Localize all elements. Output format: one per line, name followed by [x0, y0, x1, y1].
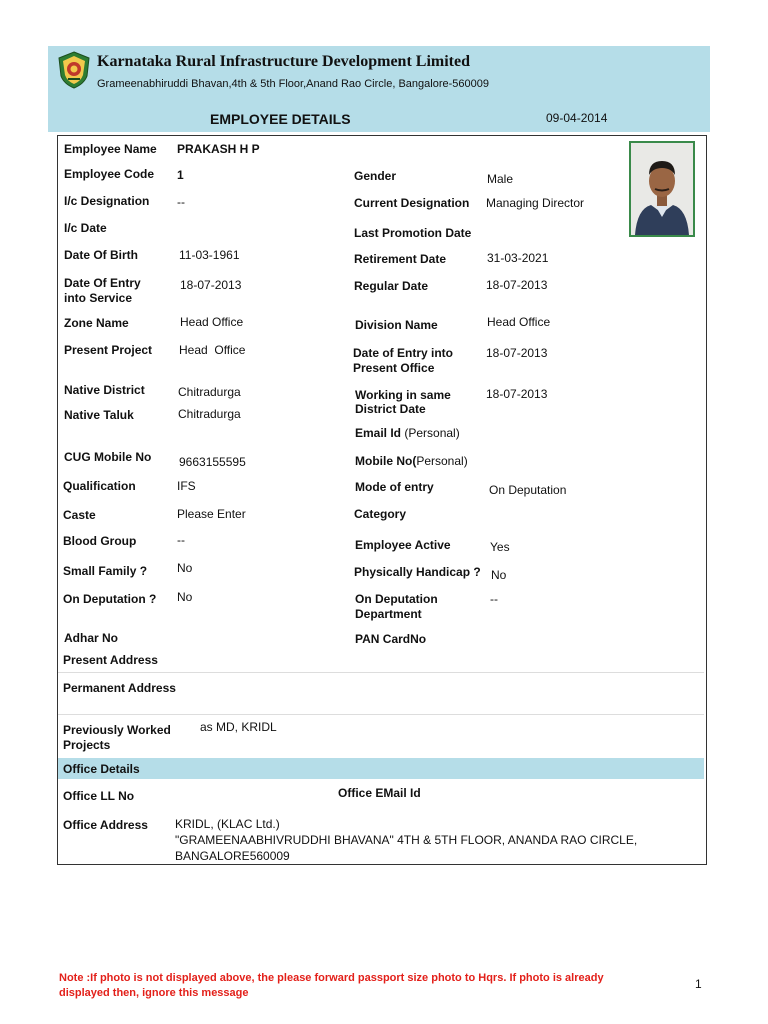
office-details-header [58, 758, 704, 779]
previous-projects-label-2: Projects [63, 738, 111, 752]
small-family-label: Small Family ? [63, 564, 148, 578]
email-personal-label-suffix: (Personal) [401, 426, 460, 440]
ic-date-label: I/c Date [64, 221, 107, 235]
on-deputation-department-value: -- [490, 592, 498, 606]
previous-projects-value: as MD, KRIDL [200, 720, 277, 734]
mobile-personal-label-main: Mobile No( [355, 454, 417, 468]
last-promotion-date-label: Last Promotion Date [354, 226, 472, 240]
page-number: 1 [695, 977, 702, 991]
present-address-label: Present Address [63, 653, 158, 667]
org-name: Karnataka Rural Infrastructure Development Limited [97, 53, 470, 70]
physically-handicap-value: No [491, 568, 507, 582]
mobile-personal-label-suffix: Personal) [416, 454, 468, 468]
working-same-district-label-2: District Date [355, 402, 426, 416]
date-entry-service-label-2: into Service [64, 291, 133, 305]
zone-name-value: Head Office [180, 315, 244, 329]
current-designation-value: Managing Director [486, 196, 585, 210]
divider [58, 714, 704, 715]
category-label: Category [354, 507, 407, 521]
date-entry-office-value: 18-07-2013 [486, 346, 548, 360]
zone-name-label: Zone Name [64, 316, 129, 330]
photo-note-line-1: Note :If photo is not displayed above, the please forward passport size photo to Hqrs. If photo is already [59, 972, 604, 984]
pan-card-label: PAN CardNo [355, 632, 427, 646]
qualification-label: Qualification [63, 479, 136, 493]
office-address-line-1: KRIDL, (KLAC Ltd.) [175, 817, 280, 831]
working-same-district-label-1: Working in same [355, 388, 451, 402]
employee-active-value: Yes [490, 540, 510, 554]
employee-name-label: Employee Name [64, 142, 157, 156]
divider [58, 672, 704, 673]
regular-date-value: 18-07-2013 [486, 278, 548, 292]
current-designation-label: Current Designation [354, 196, 470, 210]
employee-name-value: PRAKASH H P [177, 142, 260, 156]
retirement-date-value: 31-03-2021 [487, 251, 549, 265]
caste-value: Please Enter [177, 507, 246, 521]
division-name-label: Division Name [355, 318, 438, 332]
office-address-line-2: "GRAMEENAABHIVRUDDHI BHAVANA" 4TH & 5TH FLOOR, ANANDA RAO CIRCLE, [175, 833, 638, 847]
on-deputation-department-label-1: On Deputation [355, 592, 438, 606]
native-taluk-label: Native Taluk [64, 408, 134, 422]
gender-label: Gender [354, 169, 397, 183]
mode-of-entry-value: On Deputation [489, 483, 567, 497]
physically-handicap-label: Physically Handicap ? [354, 565, 481, 579]
document-date: 09-04-2014 [546, 111, 608, 125]
present-project-label: Present Project [64, 343, 153, 357]
office-details-title: Office Details [63, 762, 140, 776]
employee-details-form [57, 135, 707, 865]
office-address-label: Office Address [63, 818, 148, 832]
on-deputation-value: No [177, 590, 193, 604]
qualification-value: IFS [177, 479, 196, 493]
employee-photo [629, 141, 695, 237]
ic-designation-value: -- [177, 195, 185, 209]
document-title: EMPLOYEE DETAILS [210, 111, 351, 127]
native-district-value: Chitradurga [178, 385, 241, 399]
on-deputation-department-label-2: Department [355, 607, 422, 621]
office-email-label: Office EMail Id [338, 786, 421, 800]
date-entry-service-value: 18-07-2013 [180, 278, 242, 292]
date-entry-office-label-1: Date of Entry into [353, 346, 454, 360]
division-name-value: Head Office [487, 315, 551, 329]
mobile-personal-label [355, 454, 468, 469]
employee-active-label: Employee Active [355, 538, 451, 552]
cug-mobile-label: CUG Mobile No [64, 450, 152, 464]
adhar-no-label: Adhar No [64, 631, 118, 645]
photo-note-line-2: displayed then, ignore this message [59, 987, 249, 999]
cug-mobile-value: 9663155595 [179, 455, 246, 469]
kridl-logo-icon [56, 50, 92, 90]
ic-designation-label: I/c Designation [64, 194, 150, 208]
office-address-line-3: BANGALORE560009 [175, 849, 290, 863]
working-same-district-value: 18-07-2013 [486, 387, 548, 401]
employee-code-value: 1 [177, 168, 184, 182]
on-deputation-label: On Deputation ? [63, 592, 157, 606]
office-ll-label: Office LL No [63, 789, 135, 803]
previous-projects-label-1: Previously Worked [63, 723, 171, 737]
small-family-value: No [177, 561, 193, 575]
photo-note [59, 971, 629, 1001]
employee-code-label: Employee Code [64, 167, 155, 181]
permanent-address-label: Permanent Address [63, 681, 176, 695]
org-address: Grameenabhiruddi Bhavan,4th & 5th Floor,Anand Rao Circle, Bangalore-560009 [97, 78, 489, 90]
blood-group-value: -- [177, 533, 185, 547]
native-taluk-value: Chitradurga [178, 407, 241, 421]
date-entry-service-label-1: Date Of Entry [64, 276, 141, 290]
gender-value: Male [487, 172, 514, 186]
blood-group-label: Blood Group [63, 534, 137, 548]
mode-of-entry-label: Mode of entry [355, 480, 434, 494]
retirement-date-label: Retirement Date [354, 252, 447, 266]
caste-label: Caste [63, 508, 96, 522]
regular-date-label: Regular Date [354, 279, 429, 293]
present-project-value: Head Office [179, 343, 246, 357]
native-district-label: Native District [64, 383, 145, 397]
email-personal-label [355, 426, 460, 441]
email-personal-label-main: Email Id [355, 426, 402, 440]
date-of-birth-value: 11-03-1961 [179, 248, 240, 262]
date-entry-office-label-2: Present Office [353, 361, 435, 375]
date-of-birth-label: Date Of Birth [64, 248, 139, 262]
